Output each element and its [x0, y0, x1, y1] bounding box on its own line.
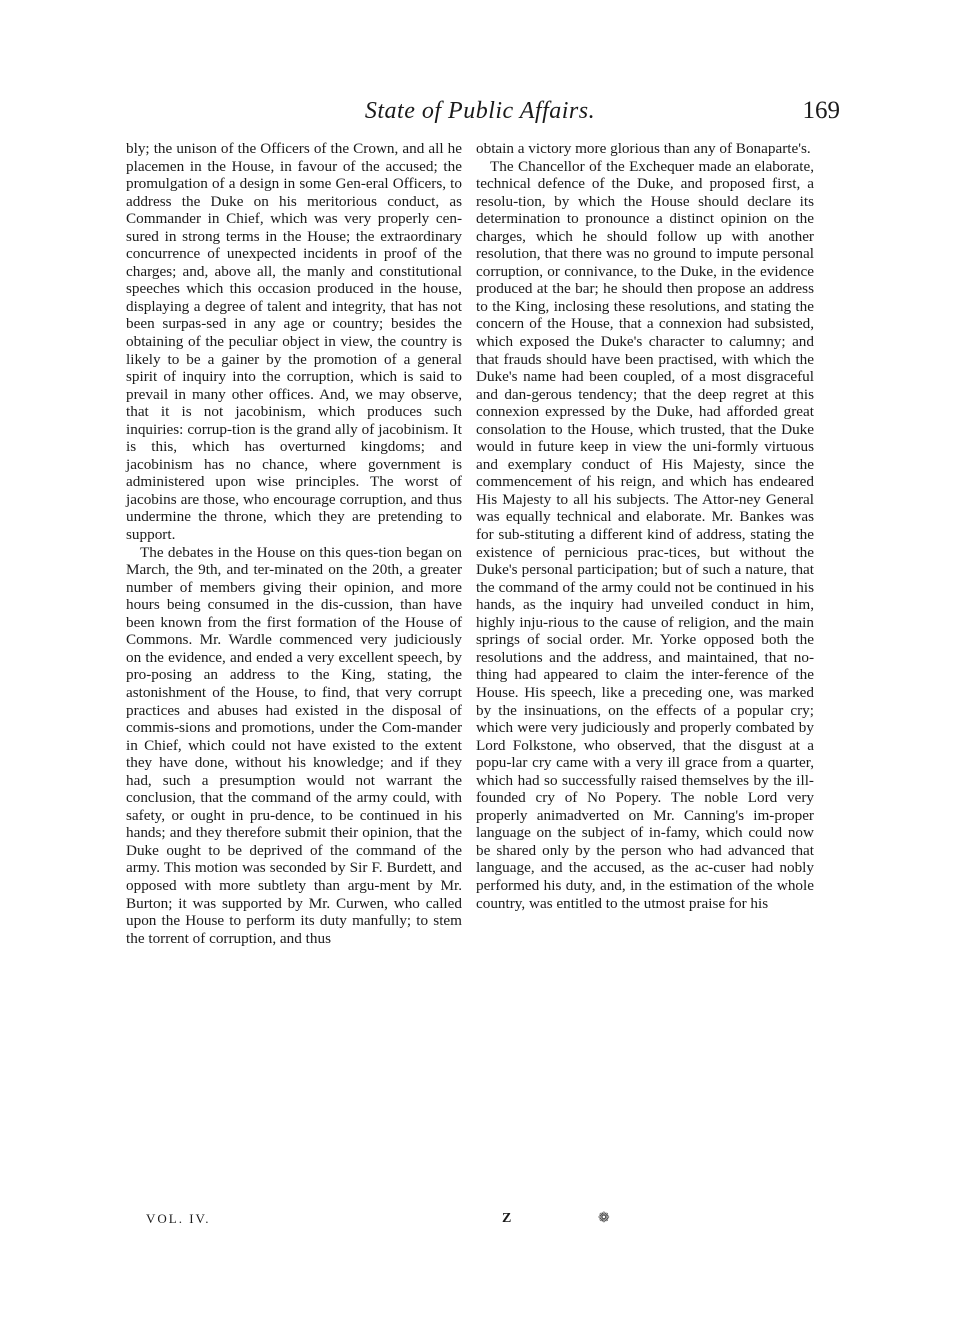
- page-number: 169: [802, 97, 840, 124]
- signature-mark: Z: [502, 1211, 512, 1226]
- volume-label: VOL. IV.: [146, 1211, 211, 1226]
- running-title: State of Public Affairs.: [364, 98, 596, 124]
- right-paragraph-1: obtain a victory more glorious than any of Bonaparte's.: [476, 140, 811, 157]
- left-paragraph-2: The debates in the House on this ques-tion began on March, the 9th, and ter-minated on the 20th, a greater number of members giving their opinion, and more hours being consumed in the dis-cussion, than have been known from the first formation of the House of Commons. Mr. Wardle commenced very judiciously on the evidence, and ended a very excellent speech, by pro-posing an address to the King, stating, the astonishment of the House, to find, that very corrupt practices and abuses had existed in the disposal of commis-sions and promotions, under the Com-mander in Chief, which could not have existed to the extent they have done, without his knowledge; and if they had, such a presumption would not warrant the conclusion, that the command of the army could, with safety, or ought in pru-dence, to be continued in his hands; and they therefore submit their opinion, that the Duke ought to be deprived of the command of the army. This motion was seconded by Sir F. Burdett, and opposed with more subtlety than argu-ment by Mr. Burton; it was supported by Mr. Curwen, who called upon the House to perform its duty manfully; to stem the torrent of corruption, and thus: [126, 543, 462, 947]
- right-column: [476, 140, 814, 912]
- left-paragraph-1: bly; the unison of the Officers of the Crown, and all he placemen in the House, in favour of the accused; the promulgation of a design in some Gen-eral Officers, to address the Duke on his meritorious conduct, as Commander in Chief, which was very properly cen-sured in strong terms in the House; the extraordinary concurrence of unexpected incidents in proof of the charges; and, above all, the manly and constitutional speeches which this occasion produced in the house, displaying a degree of talent and integrity, that has not been surpas-sed in any age or country; besides the obtaining of the peculiar object in view, the country is likely to be a gainer by the promotion of a general spirit of inquiry into the corruption, which is said to prevail in many other offices. And, we may observe, that it is not jacobinism, which produces such inquiries: corrup-tion is the grand ally of jacobinism. It is this, which has overturned kingdoms; and jacobinism has no chance, where government is administered upon wise principles. The worst of jacobins are those, who encourage corruption, and thus undermine the throne, which they are pretending to support.: [126, 140, 462, 544]
- right-paragraph-2: The Chancellor of the Exchequer made an elaborate, technical defence of the Duke, and proposed first, a resolu-tion, by which the House should declare its determination to pronounce a distinct opinion on the charges, which he should follow up with another resolution, that there was no ground to impute personal corruption, or connivance, to the Duke, in the evidence produced at the bar; he should then propose an address to the King, inclosing these resolutions, and stating the concern of the House, that a connexion had subsisted, which exposed the Duke's character to calumny; and that frauds should have been practised, with which the Duke's name had been coupled, of a most disgraceful and dan-gerous tendency; that the deep regret at this connexion expressed by the Duke, had afforded great consolation to the House, which trusted, that the Duke would in future keep in view the uni-formly virtuous and exemplary conduct of His Majesty, since the commencement of his reign, and which has endeared His Majesty to all his subjects. The Attor-ney General was equally technical and elaborate. Mr. Bankes was for sub-stituting a different kind of address, stating the existence of pernicious prac-tices, but without the Duke's personal participation; but of such a nature, that the command of the army could not be continued in his hands, as the inquiry had unveiled conduct in him, highly inju-rious to the cause of religion, and the main springs of social order. Mr. Yorke opposed both the resolutions and the address, and maintained, that no-thing had appeared to claim the inter-ference of the House. His speech, like a preceding one, was marked by the insinuations, on the effects of a popular cry; which were very judiciously and properly combated by Lord Folkstone, who observed, that the disgust at a popu-lar cry came with a very ill grace from a quarter, which had so successfully raised themselves by the ill-founded cry of No Popery. The noble Lord very properly animadverted on Mr. Canning's im-proper language on the subject of in-famy, which could now be shared only by the person who had advanced that language, and the accused, as the ac-cuser had nobly performed his duty, and, in the estimation of the whole country, was entitled to the utmost praise for his: [476, 157, 814, 912]
- left-column: [126, 140, 462, 947]
- ornament-icon: ❁: [598, 1211, 610, 1226]
